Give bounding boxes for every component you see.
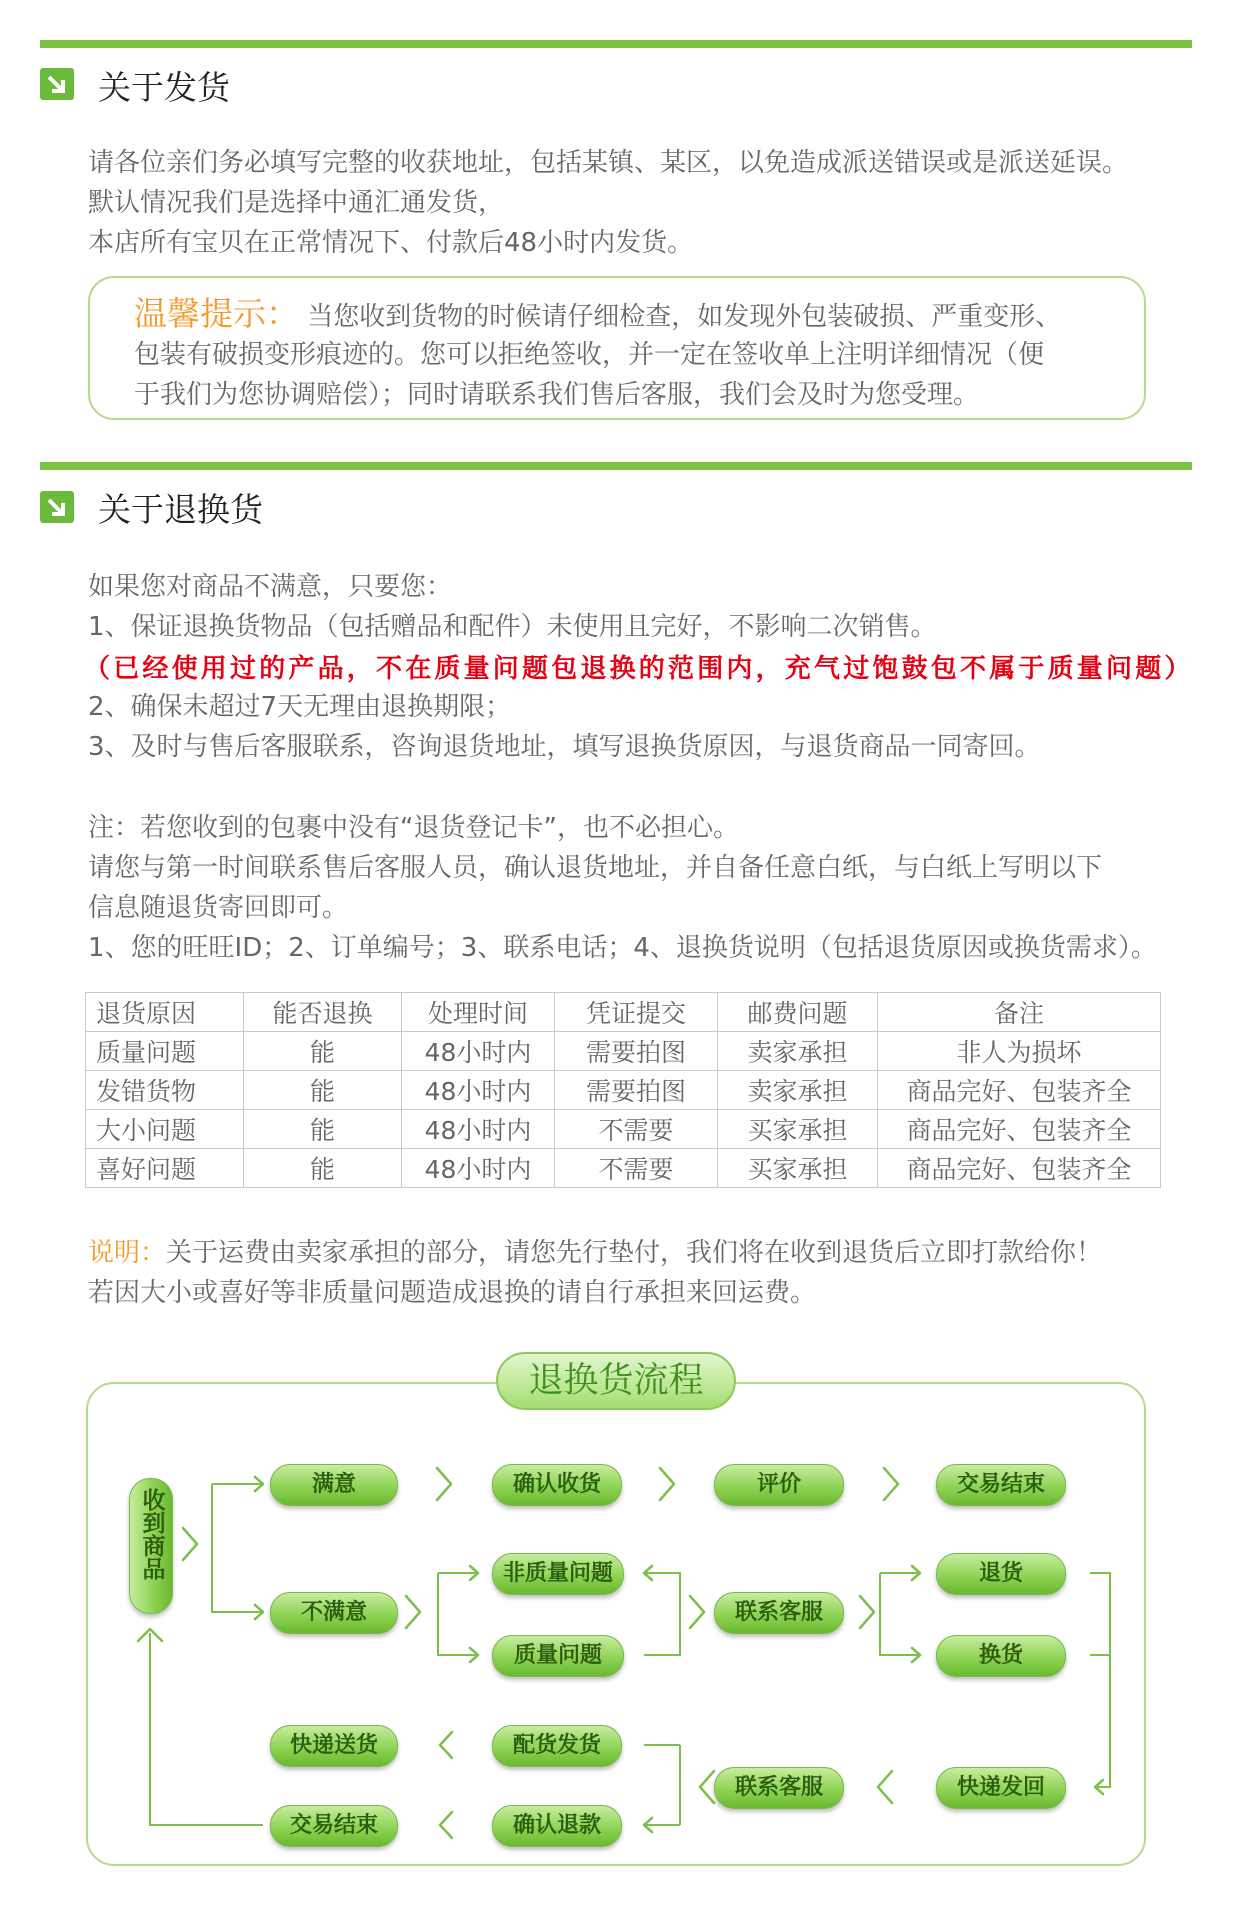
flow-step-unsatisfied: 不满意	[270, 1592, 398, 1634]
table-cell: 买家承担	[718, 1110, 878, 1149]
table-cell: 发错货物	[86, 1071, 244, 1110]
table-cell: 能	[244, 1149, 402, 1188]
table-header: 能否退换	[244, 993, 402, 1032]
table-header: 备注	[878, 993, 1161, 1032]
explain-label: 说明：	[88, 1238, 167, 1268]
table-cell: 买家承担	[718, 1149, 878, 1188]
table-cell: 商品完好、包装齐全	[878, 1110, 1161, 1149]
table-cell: 不需要	[555, 1110, 718, 1149]
flow-step-return: 退货	[936, 1553, 1066, 1595]
flow-title: 退换货流程	[496, 1352, 736, 1410]
warm-tip-line-2: 包装有破损变形痕迹的。您可以拒绝签收，并一定在签收单上注明详细情况（便	[134, 340, 1045, 370]
table-cell: 需要拍图	[555, 1032, 718, 1071]
table-header: 邮费问题	[718, 993, 878, 1032]
table-cell: 不需要	[555, 1149, 718, 1188]
warm-tip-label: 温馨提示：	[134, 294, 299, 333]
flow-step-deal-done-2: 交易结束	[270, 1805, 398, 1847]
flow-step-receive	[129, 1478, 173, 1614]
flow-step-exchange: 换货	[936, 1635, 1066, 1677]
table-header: 凭证提交	[555, 993, 718, 1032]
returns-note-1: 注：若您收到的包裹中没有“退货登记卡”，也不必担心。	[88, 813, 739, 843]
flow-step-deal-done-1: 交易结束	[936, 1464, 1066, 1506]
table-cell: 48小时内	[402, 1110, 555, 1149]
table-cell: 48小时内	[402, 1032, 555, 1071]
flow-step-contact-cs-1: 联系客服	[714, 1592, 844, 1634]
returns-warning: （已经使用过的产品，不在质量问题包退换的范围内，充气过饱鼓包不属于质量问题）	[84, 654, 1194, 684]
flow-step-receive-label: 收到商品	[138, 1488, 165, 1580]
flow-step-confirm-refund: 确认退款	[492, 1805, 622, 1847]
flow-step-satisfied: 满意	[270, 1464, 398, 1506]
returns-note-4: 1、您的旺旺ID；2、订单编号；3、联系电话；4、退换货说明（包括退货原因或换货需求）。	[88, 933, 1157, 963]
table-cell: 需要拍图	[555, 1071, 718, 1110]
table-cell: 非人为损坏	[878, 1032, 1161, 1071]
table-header: 处理时间	[402, 993, 555, 1032]
table-cell: 商品完好、包装齐全	[878, 1071, 1161, 1110]
table-cell: 能	[244, 1110, 402, 1149]
table-cell: 48小时内	[402, 1071, 555, 1110]
shipping-line-1: 请各位亲们务必填写完整的收获地址，包括某镇、某区，以免造成派送错误或是派送延误。	[88, 148, 1129, 178]
flow-step-express-delivery: 快递送货	[270, 1725, 398, 1767]
flow-step-ship-goods: 配货发货	[492, 1725, 622, 1767]
returns-item-2: 2、确保未超过7天无理由退换期限；	[88, 692, 512, 722]
flow-step-contact-cs-2: 联系客服	[714, 1767, 844, 1809]
flow-step-express-back: 快递发回	[936, 1767, 1066, 1809]
table-cell: 质量问题	[86, 1032, 244, 1071]
table-cell: 能	[244, 1032, 402, 1071]
shipping-line-3: 本店所有宝贝在正常情况下、付款后48小时内发货。	[88, 228, 694, 258]
table-cell: 商品完好、包装齐全	[878, 1149, 1161, 1188]
table-cell: 48小时内	[402, 1149, 555, 1188]
returns-item-3: 3、及时与售后客服联系，咨询退货地址，填写退换货原因，与退货商品一同寄回。	[88, 732, 1041, 762]
flow-step-quality: 质量问题	[492, 1635, 624, 1677]
table-header: 退货原因	[86, 993, 244, 1032]
explain-line-2: 若因大小或喜好等非质量问题造成退换的请自行承担来回运费。	[88, 1278, 817, 1308]
explain-text-1: 关于运费由卖家承担的部分，请您先行垫付，我们将在收到退货后立即打款给你！	[166, 1238, 1103, 1268]
table-cell: 大小问题	[86, 1110, 244, 1149]
table-cell: 能	[244, 1071, 402, 1110]
flow-step-non-quality: 非质量问题	[492, 1553, 624, 1595]
table-cell: 喜好问题	[86, 1149, 244, 1188]
returns-note-2: 请您与第一时间联系售后客服人员，确认退货地址，并自备任意白纸，与白纸上写明以下	[88, 853, 1103, 883]
section-title-shipping: 关于发货	[98, 68, 230, 107]
shipping-line-2: 默认情况我们是选择中通汇通发货，	[88, 188, 505, 218]
warm-tip-line-1: 当您收到货物的时候请仔细检查，如发现外包装破损、严重变形、	[307, 302, 1062, 332]
flow-step-evaluate: 评价	[714, 1464, 844, 1506]
warm-tip-line-3: 于我们为您协调赔偿）；同时请联系我们售后客服，我们会及时为您受理。	[134, 380, 980, 410]
flow-step-confirm-receipt: 确认收货	[492, 1464, 622, 1506]
table-cell: 卖家承担	[718, 1071, 878, 1110]
returns-note-3: 信息随退货寄回即可。	[88, 893, 349, 923]
section-title-returns: 关于退换货	[98, 490, 263, 529]
returns-intro: 如果您对商品不满意，只要您：	[88, 572, 453, 602]
table-cell: 卖家承担	[718, 1032, 878, 1071]
returns-item-1: 1、保证退换货物品（包括赠品和配件）未使用且完好，不影响二次销售。	[88, 612, 937, 642]
